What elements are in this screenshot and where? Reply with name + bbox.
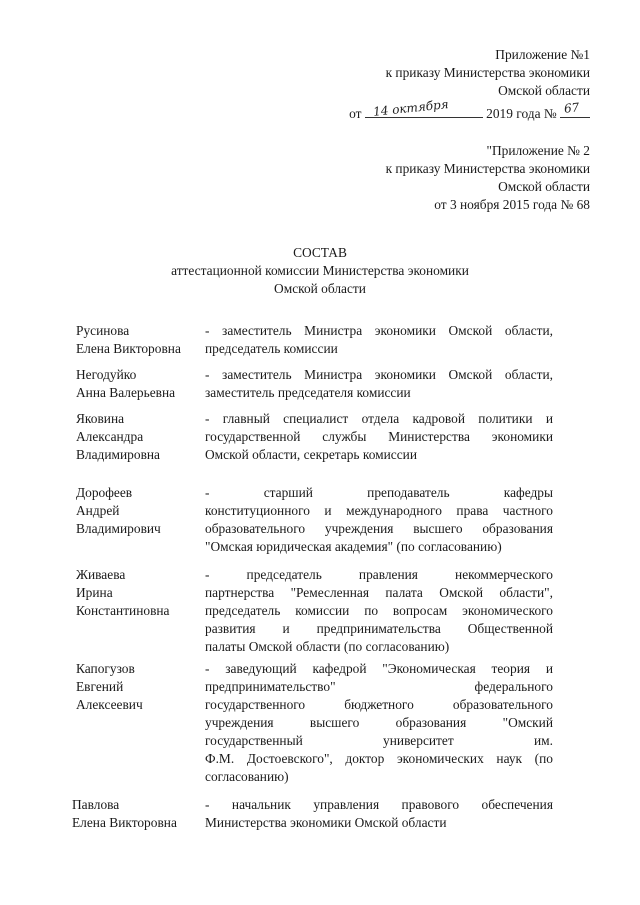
annex1-number-handwritten: 67 [563,100,580,116]
annex1-date-prefix: от [349,106,362,121]
title-line3: Омской области [274,281,366,296]
annex1-header [349,46,590,123]
annex1-number-blank [560,102,590,118]
annex1-date-suffix: 2019 года № [486,106,557,121]
title-line2: аттестационной комиссии Министерства экономики [171,263,469,278]
document-title [0,244,640,298]
annex2-order-ref: к приказу Министерства экономики [385,161,590,176]
member-role: - главный специалист отдела кадровой политики и государственной службы Министерства экономики Омской области, секретарь комиссии [205,411,553,462]
annex1-date-line [349,97,590,123]
member-name: Русинова Елена Викторовна [76,323,181,356]
annex2-region: Омской области [498,179,590,194]
member-role: - председатель правления некоммерческого партнерства "Ремесленная палата Омской области", председатель комиссии по вопросам экономического развития и предпринимательства Общественной палаты Омской области (по согласованию) [205,567,553,654]
member-name: Живаева Ирина Константиновна [76,567,170,618]
member-role: - заведующий кафедрой "Экономическая теория и предпринимательство" федерального государственного бюджетного образовательного учреждения высшего образования "Омский государственный университет им. Ф.М. Достоевского", доктор экономических наук (по согласованию) [205,661,553,784]
annex2-date: от 3 ноября 2015 года № 68 [434,197,590,212]
annex1-region: Омской области [498,83,590,98]
annex1-order-ref: к приказу Министерства экономики [385,65,590,80]
member-role: - начальник управления правового обеспечения Министерства экономики Омской области [205,797,553,830]
annex1-date-handwritten: 14 октября [372,97,450,119]
member-name: Негодуйко Анна Валерьевна [76,367,176,400]
annex2-header [386,142,590,214]
member-role: - заместитель Министра экономики Омской области, председатель комиссии [205,323,553,356]
annex1-title: Приложение №1 [495,47,590,62]
member-name: Дорофеев Андрей Владимирович [76,485,161,536]
member-name: Капогузов Евгений Алексеевич [76,661,143,712]
member-role: - старший преподаватель кафедры конституционного и международного права частного образовательного учреждения высшего образования "Омская юридическая академия" (по согласованию) [205,485,553,554]
member-name: Павлова Елена Викторовна [72,797,177,830]
title-main: СОСТАВ [293,245,347,260]
annex2-title: "Приложение № 2 [486,143,590,158]
annex1-date-blank [365,97,483,119]
member-name: Яковина Александра Владимировна [76,411,160,462]
member-role: - заместитель Министра экономики Омской области, заместитель председателя комиссии [205,367,553,400]
